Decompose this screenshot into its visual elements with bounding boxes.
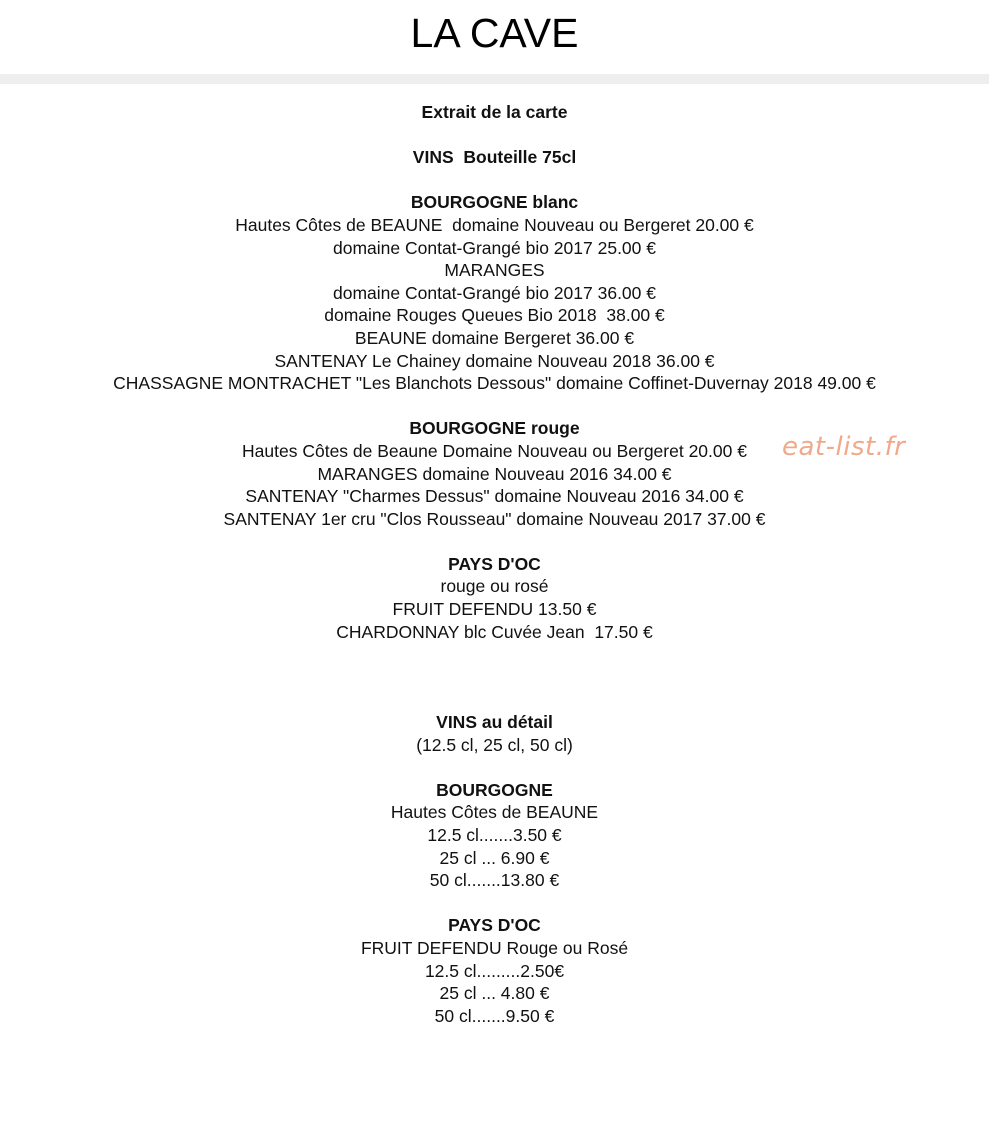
wine-line: SANTENAY "Charmes Dessus" domaine Nouveau 2016 34.00 € [245,486,744,507]
bourgogne-rouge-heading: BOURGOGNE rouge [409,418,580,439]
wine-line: Hautes Côtes de BEAUNE domaine Nouveau ou Bergeret 20.00 € [235,214,754,235]
wine-line: SANTENAY 1er cru "Clos Rousseau" domaine Nouveau 2017 37.00 € [223,508,766,529]
spacer [0,124,989,147]
price-line: 50 cl.......13.80 € [429,870,560,891]
price-line: 25 cl ... 6.90 € [439,847,550,868]
wine-line: FRUIT DEFENDU 13.50 € [392,599,597,620]
wine-line: domaine Contat-Grangé bio 2017 36.00 € [332,282,656,303]
wine-line: domaine Contat-Grangé bio 2017 25.00 € [332,237,656,258]
spacer [0,643,989,666]
retail-section-subheading: (12.5 cl, 25 cl, 50 cl) [416,734,573,755]
wine-line: FRUIT DEFENDU Rouge ou Rosé [360,937,629,958]
retail-bourgogne-heading: BOURGOGNE [436,779,553,800]
retail-section-heading: VINS au détail [436,712,553,733]
wine-line: SANTENAY Le Chainey domaine Nouveau 2018 36.00 € [274,350,715,371]
pays-doc-heading: PAYS D'OC [448,553,541,574]
wine-line: CHARDONNAY blc Cuvée Jean 17.50 € [336,621,653,642]
price-line: 12.5 cl.........2.50€ [424,960,565,981]
wine-line: BEAUNE domaine Bergeret 36.00 € [354,327,635,348]
page-title: LA CAVE [410,10,579,56]
watermark: eat-list.fr [782,432,906,462]
price-line: 50 cl.......9.50 € [434,1005,555,1026]
wine-line: MARANGES domaine Nouveau 2016 34.00 € [317,463,672,484]
wine-line: rouge ou rosé [440,576,549,597]
bottle-section-heading: VINS Bouteille 75cl [412,147,577,168]
wine-line: MARANGES [444,260,545,281]
spacer [0,395,989,418]
spacer [0,666,989,689]
spacer [0,169,989,192]
wine-menu [0,101,989,1027]
price-line: 12.5 cl.......3.50 € [427,825,562,845]
wine-line: domaine Rouges Queues Bio 2018 38.00 € [324,305,665,326]
spacer [0,756,989,779]
retail-pays-doc-heading: PAYS D'OC [448,915,541,936]
spacer [0,530,989,553]
menu-intro: Extrait de la carte [421,102,568,122]
wine-line: Hautes Côtes de Beaune Domaine Nouveau ou Bergeret 20.00 € [242,440,747,461]
spacer [0,688,989,711]
bourgogne-blanc-heading: BOURGOGNE blanc [410,192,579,213]
spacer [0,892,989,915]
wine-line: CHASSAGNE MONTRACHET "Les Blanchots Dessous" domaine Coffinet-Duvernay 2018 49.00 € [113,373,876,394]
header-divider [0,74,989,84]
wine-line: Hautes Côtes de BEAUNE [390,802,599,823]
price-line: 25 cl ... 4.80 € [439,983,550,1004]
